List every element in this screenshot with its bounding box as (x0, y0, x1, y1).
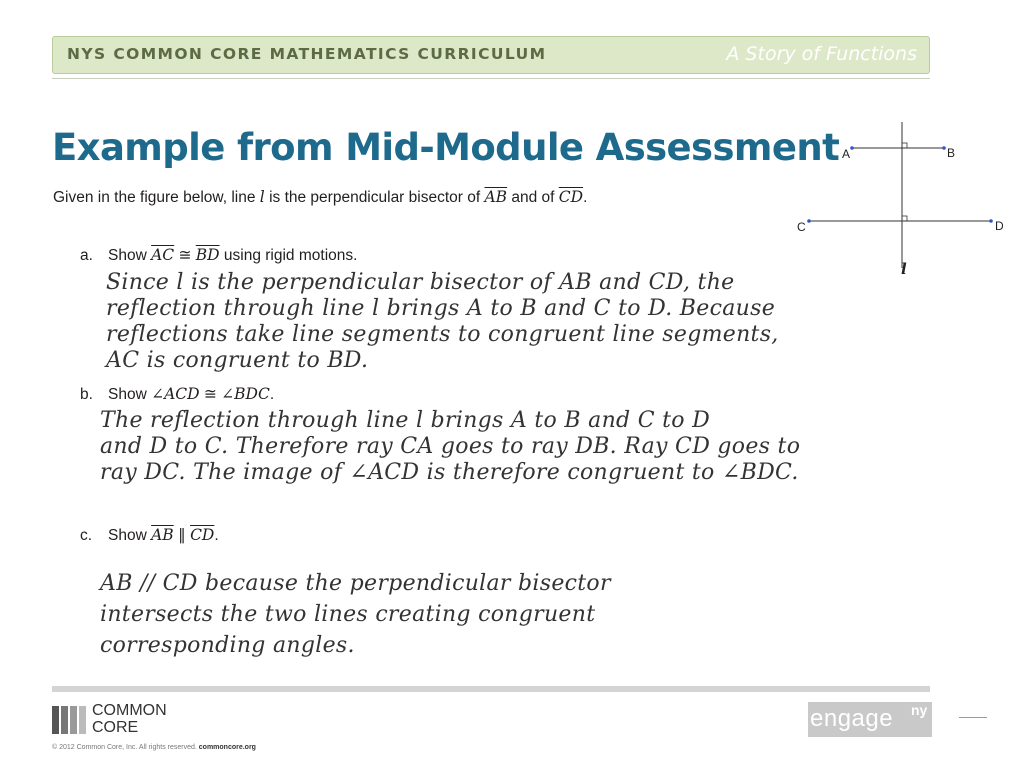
right-angle-mark-top (902, 143, 907, 148)
point-c (807, 219, 811, 223)
footer-divider (52, 686, 930, 692)
part-a-prompt (80, 246, 357, 265)
engage-ny-superscript: ny (911, 702, 928, 718)
part-b-relation: ≅ (199, 386, 222, 403)
engage-word: engage (810, 705, 894, 732)
part-c-answer (100, 568, 611, 661)
part-a-answer (106, 270, 779, 374)
answer-line: The reflection through line l brings A to B and C to D (100, 408, 711, 433)
part-c-label: c. (80, 527, 93, 544)
part-a-show: Show (108, 247, 152, 264)
part-c-tail: . (214, 527, 219, 544)
intro-text-1: Given in the figure below, line (53, 189, 260, 206)
part-a-math-1: $\overline{AC}$ (151, 246, 175, 264)
label-d: D (995, 219, 1004, 233)
copyright-site: commoncore.org (198, 744, 256, 751)
answer-line: AB // CD because the perpendicular bisector (100, 571, 611, 596)
part-b-label: b. (80, 386, 93, 403)
intro-text-2: is the perpendicular bisector of (264, 189, 485, 206)
footer-dash (959, 717, 987, 718)
curriculum-title: NYS COMMON CORE MATHEMATICS CURRICULUM (67, 45, 547, 63)
answer-line: corresponding angles. (100, 633, 355, 658)
part-a-label: a. (80, 247, 93, 264)
story-title: A Story of Functions (726, 43, 917, 65)
part-c-math-1: $\overline{AB}$ (151, 526, 174, 544)
part-b-show: Show (108, 386, 152, 403)
segment-ab: $\overline{AB}$ (484, 188, 508, 206)
part-b-math-2: ∠BDC (221, 385, 270, 403)
part-a-math-2: $\overline{BD}$ (195, 246, 220, 264)
part-c-math-2: $\overline{CD}$ (190, 526, 215, 544)
intro-text-3: and of (507, 189, 559, 206)
label-l: l (901, 260, 907, 278)
answer-line: reflections take line segments to congruent line segments, (106, 322, 779, 347)
curriculum-banner (52, 36, 930, 74)
label-a: A (842, 147, 851, 161)
copyright-text: © 2012 Common Core, Inc. All rights reserved. (52, 744, 199, 751)
part-a-tail: using rigid motions. (219, 247, 358, 264)
answer-line: ray DC. The image of ∠ACD is therefore congruent to ∠BDC. (100, 460, 799, 485)
logo-line-1: COMMON (92, 702, 167, 719)
copyright (52, 744, 256, 751)
segment-cd: $\overline{CD}$ (558, 188, 584, 206)
banner-divider (52, 78, 930, 79)
engage-ny-logo (808, 702, 932, 737)
right-angle-mark-bottom (902, 216, 907, 221)
answer-line: intersects the two lines creating congruent (100, 602, 596, 627)
page-title: Example from Mid-Module Assessment (52, 126, 840, 169)
common-core-logo-icon (52, 706, 86, 734)
part-b-tail: . (269, 386, 275, 403)
point-a (850, 146, 854, 150)
label-b: B (947, 146, 956, 160)
answer-line: and D to C. Therefore ray CA goes to ray DB. Ray CD goes to (100, 434, 801, 459)
part-b-math-1: ∠ACD (151, 385, 200, 403)
problem-statement (53, 188, 587, 207)
answer-line: AC is congruent to BD. (106, 348, 369, 373)
part-b-prompt (80, 385, 274, 404)
part-c-show: Show (108, 527, 152, 544)
logo-line-2: CORE (92, 719, 139, 736)
part-b-answer (100, 408, 800, 486)
common-core-logo-text (92, 702, 167, 736)
part-a-relation: ≅ (174, 247, 196, 264)
intro-text-4: . (583, 189, 588, 206)
point-b (942, 146, 946, 150)
part-c-prompt (80, 526, 219, 545)
answer-line: Since l is the perpendicular bisector of AB and CD, the (106, 270, 735, 295)
line-variable: l (259, 188, 265, 206)
answer-line: reflection through line l brings A to B and C to D. Because (106, 296, 776, 321)
point-d (989, 219, 993, 223)
geometry-figure (790, 118, 1020, 283)
label-c: C (797, 220, 806, 234)
part-c-relation: ∥ (173, 527, 191, 544)
